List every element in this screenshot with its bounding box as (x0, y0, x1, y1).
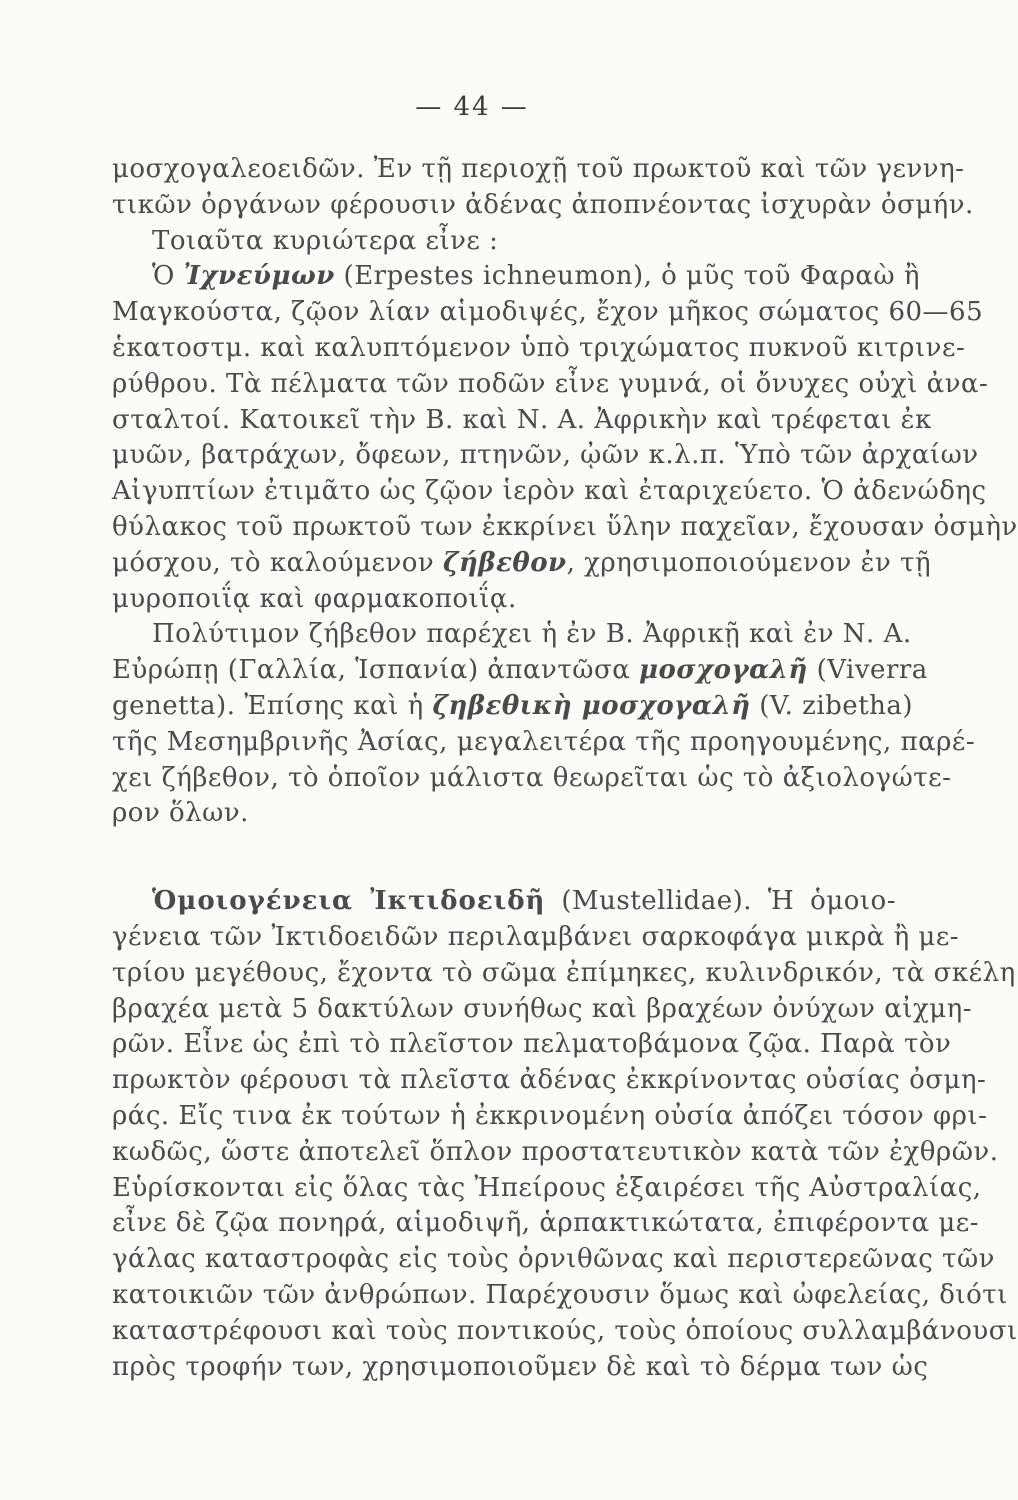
species-name: ζηβεθικὴ μοσχογαλῆ (432, 690, 751, 721)
text-line: Μαγκούστα, ζῷον λίαν αἱμοδιψές, ἔχον μῆκος σώματος 60—65 (112, 297, 984, 328)
text-line: γάλας καταστροφὰς εἰς τοὺς ὀρνιθῶνας καὶ περιστερεῶνας τῶν (112, 1244, 995, 1275)
text-line: κατοικιῶν τῶν ἀνθρώπων. Παρέχουσιν ὅμως καὶ ὠφελείας, διότι (112, 1279, 1008, 1310)
text-line: καταστρέφουσι καὶ τοὺς ποντικούς, τοὺς ὁποίους συλλαμβάνουσι (112, 1315, 1018, 1346)
text-line: ρον ὅλων. (112, 798, 249, 829)
text-line: γένεια τῶν Ἰκτιδοειδῶν περιλαμβάνει σαρκοφάγα μικρὰ ἢ με- (112, 921, 960, 952)
text-line: τικῶν ὀργάνων φέρουσιν ἀδένας ἀποπνέοντας ἰσχυρὰν ὀσμήν. (112, 189, 974, 220)
species-name: Ἰχνεύμων (183, 261, 335, 292)
text-line: Ὁ Ἰχνεύμων (Erpestes ichneumon), ὁ μῦς τοῦ Φαραὼ ἢ (152, 261, 920, 292)
text-line: μοσχογαλεοειδῶν. Ἐν τῇ περιοχῇ τοῦ πρωκτοῦ καὶ τῶν γεννη- (112, 154, 965, 184)
term-name: ζήβεθον (443, 547, 567, 578)
species-name: μοσχογαλῆ (639, 655, 808, 686)
text-line: μυῶν, βατράχων, ὄφεων, πτηνῶν, ᾠῶν κ.λ.π. Ὑπὸ τῶν ἀρχαίων (112, 440, 979, 471)
text-line: εἶνε δὲ ζῷα πονηρά, αἱμοδιψῆ, ἁρπακτικώτατα, ἐπιφέροντα με- (112, 1208, 980, 1239)
text-line: πρὸς τροφήν των, χρησιμοποιοῦμεν δὲ καὶ τὸ δέρμα των ὡς (112, 1351, 929, 1382)
text-line: μυροποιΐᾳ καὶ φαρμακοποιΐᾳ. (112, 583, 517, 614)
text-line: Τοιαῦτα κυριώτερα εἶνε : (152, 225, 499, 256)
section-gap (112, 832, 896, 884)
text-line: θύλακος τοῦ πρωκτοῦ των ἐκκρίνει ὕλην παχεῖαν, ἔχουσαν ὀσμὴν (112, 511, 1018, 542)
text-line: πρωκτὸν φέρουσι τὰ πλεῖστα ἀδένας ἐκκρίνοντας οὐσίας ὀσμη- (112, 1065, 987, 1096)
text-line: σταλτοί. Κατοικεῖ τὴν Β. καὶ Ν. Α. Ἀφρικὴν καὶ τρέφεται ἐκ (112, 404, 932, 435)
text-line: κωδῶς, ὥστε ἀποτελεῖ ὅπλον προστατευτικὸν κατὰ τῶν ἐχθρῶν. (112, 1136, 999, 1167)
text-line: τῆς Μεσημβρινῆς Ἀσίας, μεγαλειτέρα τῆς προηγουμένης, παρέ- (112, 726, 976, 757)
text-line: ἑκατοστμ. καὶ καλυπτόμενον ὑπὸ τριχώματος πυκνοῦ κιτρινε- (112, 332, 966, 363)
section-heading: Ὁμοιογένεια Ἰκτιδοειδῆ (152, 886, 546, 917)
text-line: βραχέα μετὰ 5 δακτύλων συνήθως καὶ βραχέων ὀνύχων αἰχμη- (112, 993, 973, 1024)
text-line: τρίου μεγέθους, ἔχοντα τὸ σῶμα ἐπίμηκες, κυλινδρικόν, τὰ σκέλη (112, 957, 1016, 988)
text-line: Αἰγυπτίων ἐτιμᾶτο ὡς ζῷον ἱερὸν καὶ ἐταριχεύετο. Ὁ ἀδενώδης (112, 476, 987, 507)
text-line: χει ζήβεθον, τὸ ὁποῖον μάλιστα θεωρεῖται ὡς τὸ ἀξιολογώτε- (112, 762, 952, 793)
text-line: ρῶν. Εἶνε ὡς ἐπὶ τὸ πλεῖστον πελματοβάμονα ζῷα. Παρὰ τὸν (112, 1029, 952, 1060)
text-line: Πολύτιμον ζήβεθον παρέχει ἡ ἐν Β. Ἀφρικῇ καὶ ἐν Ν. Α. (152, 619, 912, 650)
page-number: — 44 — (415, 92, 529, 122)
section-heading-line: Ὁμοιογένεια Ἰκτιδοειδῆ (Mustellidae). Ἡ ὁμοιο- (152, 886, 896, 917)
text-line: Εὑρίσκονται εἰς ὅλας τὰς Ἠπείρους ἐξαιρέσει τῆς Αὐστραλίας, (112, 1172, 982, 1203)
text-line: ράς. Εἴς τινα ἐκ τούτων ἡ ἐκκρινομένη οὐσία ἀπόζει τόσον φρι- (112, 1100, 988, 1131)
text-line: ρύθρου. Τὰ πέλματα τῶν ποδῶν εἶνε γυμνά, οἱ ὄνυχες οὐχὶ ἀνα- (112, 368, 989, 399)
body-text (112, 152, 1018, 1385)
text-line: Εὐρώπῃ (Γαλλία, Ἱσπανία) ἀπαντῶσα μοσχογαλῆ (Viverra (112, 655, 928, 686)
text-line: genetta). Ἐπίσης καὶ ἡ ζηβεθικὴ μοσχογαλῆ (V. zibetha) (112, 690, 914, 721)
text-line: μόσχου, τὸ καλούμενον ζήβεθον, χρησιμοποιούμενον ἐν τῇ (112, 547, 932, 578)
